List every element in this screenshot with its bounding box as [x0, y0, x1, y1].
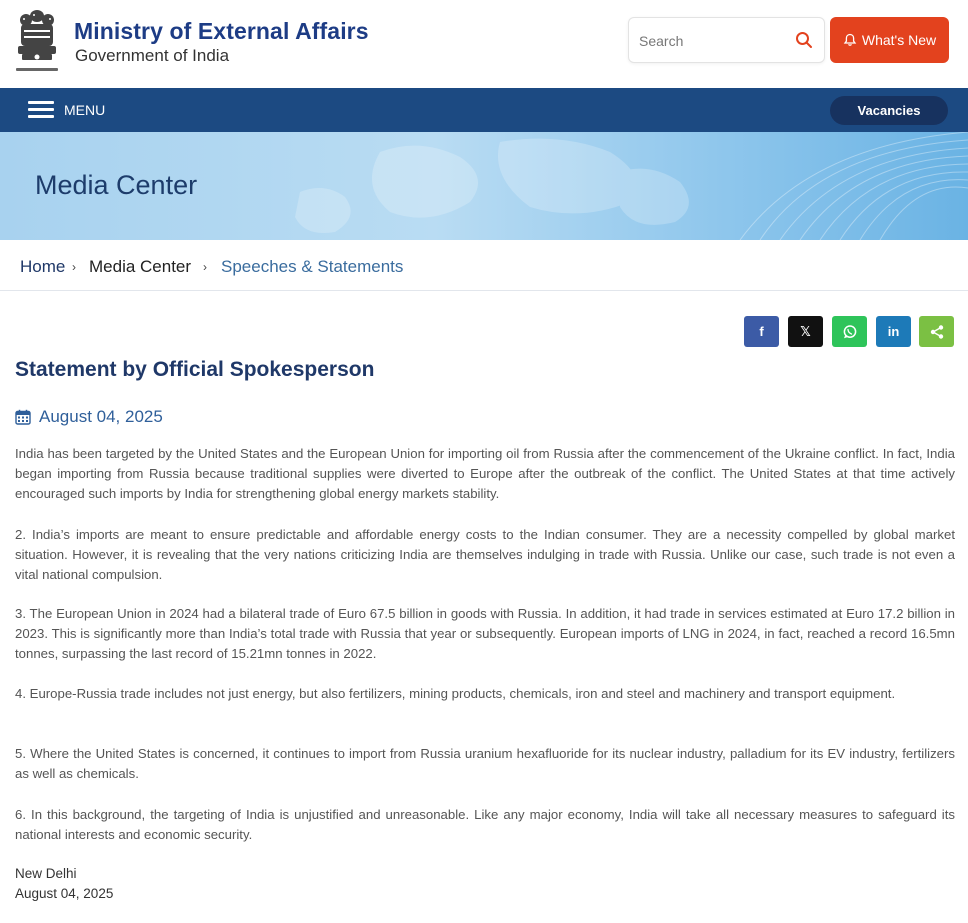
article-paragraph: 4. Europe-Russia trade includes not just energy, but also fertilizers, mining products, chemicals, iron and steel and machinery and transport equipment. — [15, 686, 896, 701]
whats-new-button[interactable] — [830, 17, 949, 63]
share-icon — [929, 324, 945, 340]
navigation-bar — [0, 88, 968, 132]
ministry-title[interactable]: Ministry of External Affairs — [74, 18, 369, 44]
menu-label: MENU — [64, 102, 106, 118]
search-icon[interactable] — [795, 31, 813, 49]
article-title: Statement by Official Spokesperson — [15, 358, 375, 381]
statement-footer-date: August 04, 2025 — [15, 886, 114, 901]
breadcrumb-media-center-link[interactable]: Media Center — [89, 257, 192, 276]
article-date-row — [15, 407, 163, 427]
hamburger-icon — [28, 101, 54, 119]
article-paragraph: 2. India’s imports are meant to ensure predictable and affordable energy costs to the Indian consumer. They are a necessity compelled by global market situation. However, it is revealing that the very nations criticizing India are themselves indulging in trade with Russia. Unlike our case, such trade is not even a vital national compulsion. — [15, 527, 955, 582]
article-date: August 04, 2025 — [39, 407, 163, 426]
page-title: Media Center — [35, 170, 198, 200]
breadcrumb-home-link[interactable]: Home — [20, 257, 66, 276]
government-subtitle: Government of India — [75, 46, 230, 65]
whats-new-label: What's New — [861, 32, 937, 48]
article-paragraph: 3. The European Union in 2024 had a bilateral trade of Euro 67.5 billion in goods with Russia. In addition, it had trade in services estimated at Euro 17.2 billion in 2023. This is significantly more than India’s total trade with Russia that year or subsequently. European imports of LNG in 2024, in fact, reached a record 16.5mn tonnes, surpassing the last record of 15.21mn tonnes in 2022. — [15, 606, 955, 661]
vacancies-button[interactable]: Vacancies — [830, 96, 948, 125]
share-whatsapp-button[interactable] — [832, 316, 867, 347]
linkedin-icon: in — [887, 324, 900, 339]
breadcrumb-separator: › — [72, 260, 76, 274]
article-paragraph: 5. Where the United States is concerned, it continues to import from Russia uranium hexafluoride for its nuclear industry, palladium for its EV industry, fertilizers as well as chemicals. — [15, 746, 955, 781]
calendar-icon — [15, 409, 31, 425]
share-x-button[interactable] — [788, 316, 823, 347]
share-facebook-button[interactable] — [744, 316, 779, 347]
statement-place: New Delhi — [15, 866, 77, 881]
menu-button[interactable] — [28, 98, 105, 122]
share-linkedin-button[interactable] — [876, 316, 911, 347]
breadcrumb-current: Speeches & Statements — [221, 257, 404, 276]
breadcrumb-separator: › — [203, 260, 207, 274]
search-input[interactable] — [639, 30, 789, 52]
article-paragraph: India has been targeted by the United States and the European Union for importing oil from Russia after the commencement of the Ukraine conflict. In fact, India began importing from Russia because traditional supplies were diverted to Europe after the outbreak of the conflict. The United States at that time actively encouraged such imports by India for strengthening global energy markets stability. — [15, 446, 955, 501]
facebook-icon: f — [759, 324, 764, 339]
share-generic-button[interactable] — [919, 316, 954, 347]
breadcrumb — [0, 240, 968, 291]
site-header — [0, 0, 968, 88]
bell-icon — [843, 33, 857, 47]
national-emblem-icon[interactable] — [12, 6, 62, 80]
article-paragraph: 6. In this background, the targeting of India is unjustified and unreasonable. Like any major economy, India will take all necessary measures to safeguard its national interests and economic security. — [15, 807, 955, 842]
whatsapp-icon — [842, 324, 858, 340]
x-icon: 𝕏 — [800, 323, 811, 339]
page-banner — [0, 132, 968, 240]
